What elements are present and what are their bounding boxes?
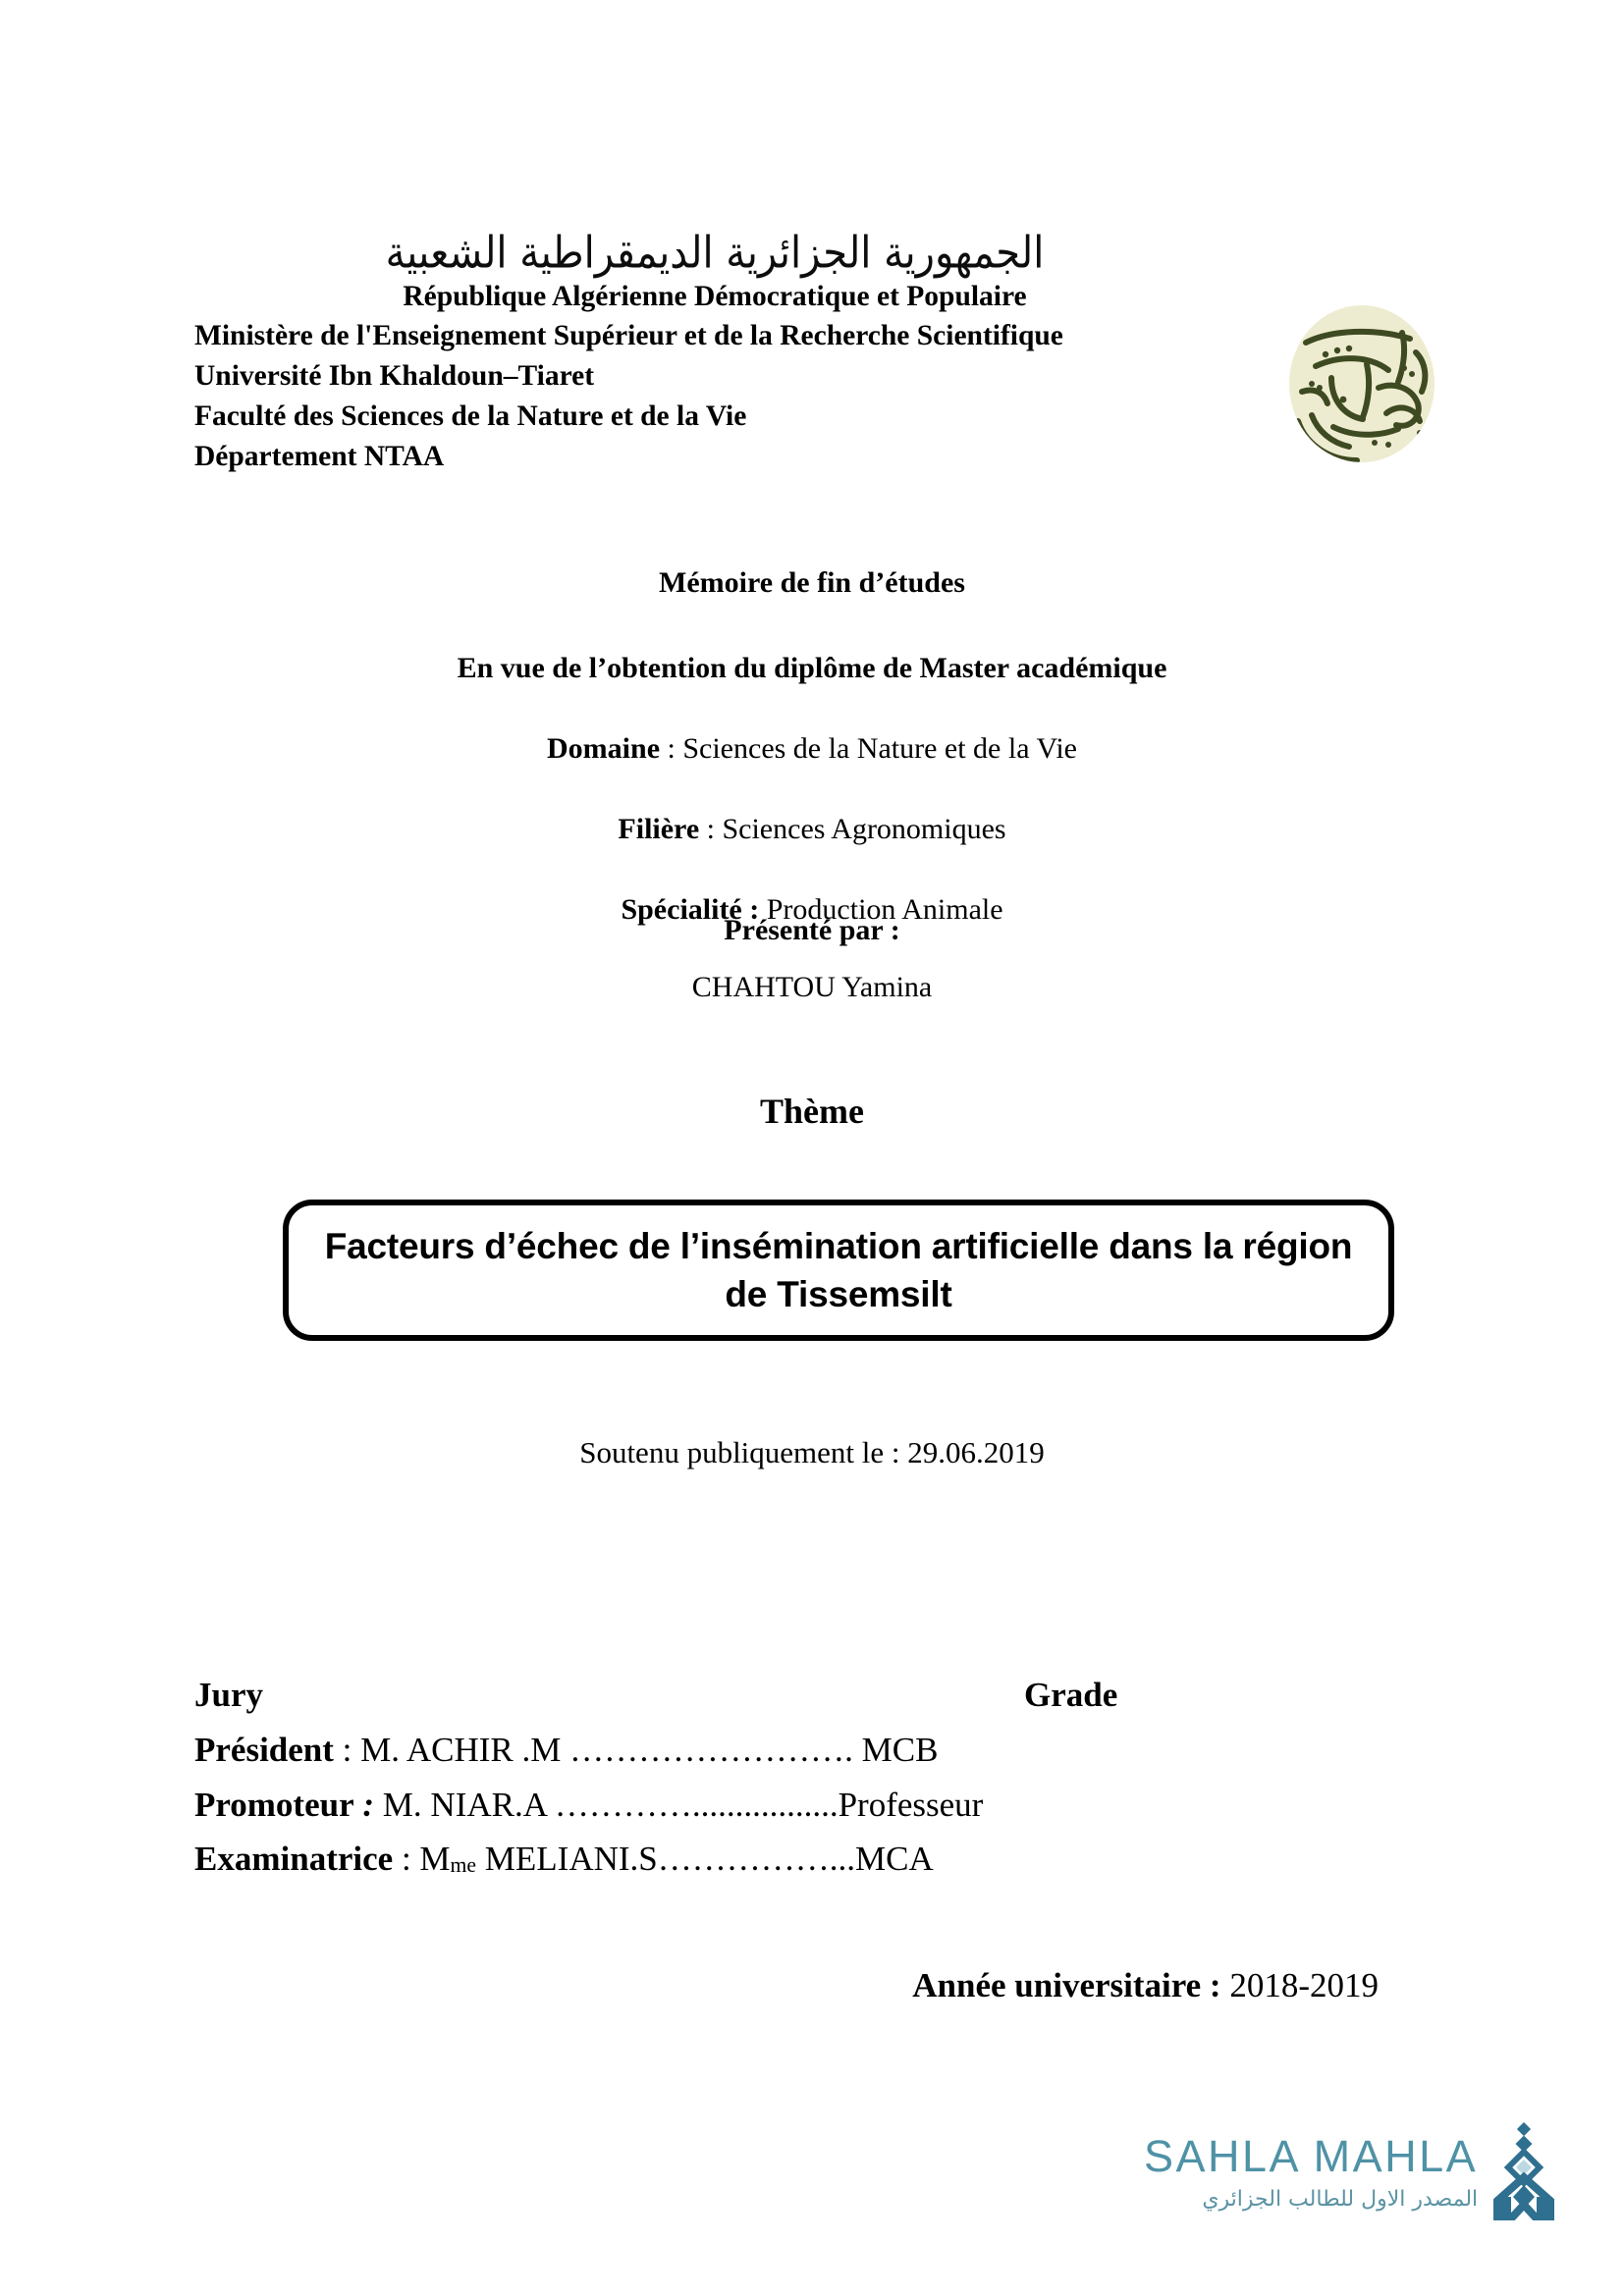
diploma-line: En vue de l’obtention du diplôme de Master académique — [457, 652, 1167, 684]
watermark-text-group — [1144, 2128, 1478, 2212]
jury-column-heading: Jury — [194, 1676, 263, 1714]
domaine-value: : Sciences de la Nature et de la Vie — [660, 732, 1077, 765]
thesis-meta-block — [0, 565, 1624, 1131]
diamond-ornament-icon — [1486, 2122, 1562, 2228]
institution-header — [194, 228, 1235, 477]
domaine-label: Domaine — [547, 732, 661, 765]
jury-separator: : — [393, 1840, 420, 1879]
jury-separator: : — [333, 1731, 361, 1769]
jury-section — [194, 1672, 1353, 1883]
republic-line: République Algérienne Démocratique et Populaire — [403, 281, 1027, 312]
sahla-mahla-diamond-icon — [1486, 2122, 1562, 2233]
department-line: Département NTAA — [194, 440, 445, 472]
jury-grade: MCA — [855, 1840, 934, 1879]
institution-lines — [194, 316, 1235, 477]
presented-by-label: Présenté par : — [724, 914, 900, 946]
filiere-value: : Sciences Agronomiques — [699, 813, 1006, 845]
theme-title-text: Facteurs d’échec de l’insémination artificielle dans la région de Tissemsilt — [324, 1225, 1353, 1314]
academic-year-line — [0, 1966, 1379, 2005]
theme-title-box — [283, 1200, 1394, 1341]
jury-role: Promoteur — [194, 1785, 354, 1824]
domaine-line — [0, 731, 1624, 767]
defense-date-line: Soutenu publiquement le : 29.06.2019 — [579, 1435, 1045, 1469]
memoire-line: Mémoire de fin d’études — [659, 566, 965, 599]
jury-member-name: M. NIAR.A — [382, 1785, 555, 1824]
university-logo — [1272, 297, 1451, 470]
jury-member-title: M — [419, 1840, 451, 1879]
jury-grade: Professeur — [838, 1785, 984, 1824]
jury-dot-leader: ……………... — [657, 1840, 856, 1879]
jury-row — [194, 1782, 1353, 1829]
theme-heading: Thème — [760, 1092, 864, 1131]
university-seal-icon — [1272, 297, 1451, 470]
jury-grade: MCB — [852, 1731, 939, 1769]
jury-role: Examinatrice — [194, 1840, 394, 1879]
academic-year-value: 2018-2019 — [1220, 1966, 1379, 2004]
specialite-value: Production Animale — [759, 893, 1003, 926]
jury-row — [194, 1727, 1353, 1774]
specialite-label: Spécialité : — [621, 893, 760, 926]
jury-role: Président — [194, 1731, 334, 1769]
filiere-label: Filière — [618, 813, 700, 845]
jury-member-name: M. ACHIR .M — [360, 1731, 570, 1769]
jury-separator: : — [353, 1785, 383, 1824]
filiere-line — [0, 812, 1624, 847]
author-name: CHAHTOU Yamina — [691, 971, 933, 1003]
jury-row — [194, 1836, 1353, 1883]
grade-column-heading: Grade — [1024, 1676, 1118, 1714]
sahla-mahla-watermark — [1144, 2128, 1605, 2258]
jury-table-header — [194, 1672, 1353, 1719]
jury-dot-leader: …………................. — [554, 1785, 839, 1824]
academic-year-label: Année universitaire : — [912, 1966, 1221, 2004]
watermark-subtitle: المصدر الاول للطالب الجزائري — [1202, 2187, 1479, 2212]
faculty-line: Faculté des Sciences de la Nature et de la Vie — [194, 400, 747, 432]
university-line: Université Ibn Khaldoun–Tiaret — [194, 359, 595, 392]
jury-member-name: MELIANI.S — [476, 1840, 658, 1879]
jury-dot-leader: ……………………. — [569, 1731, 853, 1769]
jury-member-title-suffix: me — [450, 1852, 477, 1877]
watermark-title: SAHLA MAHLA — [1144, 2131, 1479, 2181]
ministry-line: Ministère de l'Enseignement Supérieur et de la Recherche Scientifique — [194, 319, 1063, 351]
arabic-republic-title: الجمهورية الجزائرية الديمقراطية الشعبية — [385, 228, 1045, 279]
